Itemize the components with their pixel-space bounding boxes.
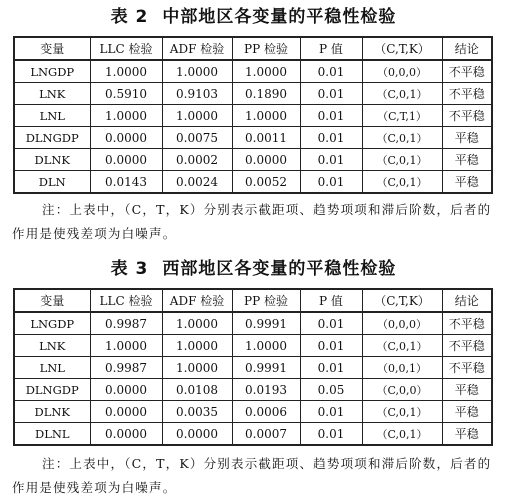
table-cell: 平稳 <box>442 379 492 401</box>
table3-caption-label: 表 3 <box>110 259 149 279</box>
table-cell: 不平稳 <box>442 105 492 127</box>
table-cell: DLNK <box>14 401 90 423</box>
table-cell: 1.0000 <box>90 60 162 83</box>
table2-header-variable: 变量 <box>14 37 90 60</box>
table-cell: 0.0000 <box>90 423 162 446</box>
table-cell: DLNGDP <box>14 127 90 149</box>
table-cell: 1.0000 <box>90 335 162 357</box>
table-cell: （C,0,0） <box>362 379 442 401</box>
table-cell: （C,T,1） <box>362 105 442 127</box>
table-cell: LNGDP <box>14 312 90 335</box>
table-cell: 1.0000 <box>162 60 232 83</box>
table3-header-llc: LLC 检验 <box>90 289 162 312</box>
table-cell: 0.0000 <box>232 149 300 171</box>
table-cell: 0.01 <box>300 105 362 127</box>
table-cell: （C,0,1） <box>362 423 442 446</box>
table-row <box>14 379 492 401</box>
table-cell: 不平稳 <box>442 83 492 105</box>
table3-header-adf: ADF 检验 <box>162 289 232 312</box>
table3-caption <box>0 258 507 280</box>
table-cell: 1.0000 <box>90 105 162 127</box>
table-cell: （C,0,1） <box>362 401 442 423</box>
table-cell: （C,0,1） <box>362 127 442 149</box>
table2-header-row <box>14 37 492 60</box>
table-cell: 0.01 <box>300 171 362 194</box>
table-cell: LNL <box>14 105 90 127</box>
table2-header-p-value: P 值 <box>300 37 362 60</box>
table-row <box>14 357 492 379</box>
table-cell: 0.1890 <box>232 83 300 105</box>
table-cell: （0,0,0） <box>362 60 442 83</box>
table-cell: （C,0,1） <box>362 149 442 171</box>
table-cell: 0.0006 <box>232 401 300 423</box>
table3-note: 注：上表中，（C，T，K）分别表示截距项、趋势项项和滞后阶数，后者的作用是使残差项为白噪声。 <box>12 456 492 495</box>
table-cell: DLNK <box>14 149 90 171</box>
table2-header-pp: PP 检验 <box>232 37 300 60</box>
table-cell: LNK <box>14 335 90 357</box>
table-cell: 1.0000 <box>162 105 232 127</box>
table-cell: 平稳 <box>442 171 492 194</box>
table-cell: （0,0,0） <box>362 312 442 335</box>
table-cell: 1.0000 <box>232 60 300 83</box>
table-row <box>14 423 492 446</box>
table-row <box>14 335 492 357</box>
table-row <box>14 401 492 423</box>
table3-header-conclusion: 结论 <box>442 289 492 312</box>
table3-header-variable: 变量 <box>14 289 90 312</box>
table-cell: 0.0000 <box>162 423 232 446</box>
table-cell: 0.01 <box>300 335 362 357</box>
table-cell: 平稳 <box>442 127 492 149</box>
table3-header-row <box>14 289 492 312</box>
table-row <box>14 127 492 149</box>
table-cell: 0.0108 <box>162 379 232 401</box>
table-row <box>14 312 492 335</box>
table-cell: 0.9103 <box>162 83 232 105</box>
table-cell: （C,0,1） <box>362 83 442 105</box>
table-cell: 0.01 <box>300 423 362 446</box>
table-cell: 0.01 <box>300 357 362 379</box>
table-cell: 0.0011 <box>232 127 300 149</box>
table2-caption <box>0 6 507 28</box>
table-cell: 0.9991 <box>232 312 300 335</box>
table-row <box>14 105 492 127</box>
table-cell: 平稳 <box>442 149 492 171</box>
table2-header-adf: ADF 检验 <box>162 37 232 60</box>
table-cell: 0.0000 <box>90 379 162 401</box>
table-row <box>14 171 492 194</box>
table-cell: （C,0,1） <box>362 335 442 357</box>
table-cell: 0.01 <box>300 60 362 83</box>
table-row <box>14 83 492 105</box>
table-cell: DLN <box>14 171 90 194</box>
table-cell: 0.5910 <box>90 83 162 105</box>
table-cell: 0.01 <box>300 83 362 105</box>
table-cell: 0.9987 <box>90 357 162 379</box>
table2 <box>13 36 493 194</box>
table-cell: 0.01 <box>300 401 362 423</box>
table-cell: LNGDP <box>14 60 90 83</box>
table-row <box>14 149 492 171</box>
table-cell: 0.9987 <box>90 312 162 335</box>
table3 <box>13 288 493 446</box>
table-cell: 1.0000 <box>162 335 232 357</box>
table-cell: LNK <box>14 83 90 105</box>
table-cell: 0.0024 <box>162 171 232 194</box>
table-cell: 不平稳 <box>442 312 492 335</box>
table-cell: LNL <box>14 357 90 379</box>
table-cell: （C,0,1） <box>362 171 442 194</box>
table-cell: 平稳 <box>442 423 492 446</box>
table-cell: （0,0,1） <box>362 357 442 379</box>
table2-caption-title: 中部地区各变量的平稳性检验 <box>162 7 397 27</box>
table-cell: 不平稳 <box>442 335 492 357</box>
table-cell: 不平稳 <box>442 60 492 83</box>
table-cell: 0.01 <box>300 312 362 335</box>
table-cell: 平稳 <box>442 401 492 423</box>
table3-header-pp: PP 检验 <box>232 289 300 312</box>
table2-note: 注：上表中，（C，T，K）分别表示截距项、趋势项项和滞后阶数，后者的作用是使残差项为白噪声。 <box>12 202 492 241</box>
table-cell: 0.0075 <box>162 127 232 149</box>
table-cell: 0.0052 <box>232 171 300 194</box>
table-cell: 0.0035 <box>162 401 232 423</box>
table3-header-ctk: （C,T,K） <box>362 289 442 312</box>
table2-header-ctk: （C,T,K） <box>362 37 442 60</box>
table-cell: 1.0000 <box>232 335 300 357</box>
table-cell: 0.01 <box>300 149 362 171</box>
table-cell: 0.0000 <box>90 149 162 171</box>
table-cell: DLNGDP <box>14 379 90 401</box>
table-cell: 0.01 <box>300 127 362 149</box>
table-cell: 0.9991 <box>232 357 300 379</box>
table-cell: 0.05 <box>300 379 362 401</box>
table-cell: 1.0000 <box>162 357 232 379</box>
table3-caption-title: 西部地区各变量的平稳性检验 <box>162 259 397 279</box>
table2-header-llc: LLC 检验 <box>90 37 162 60</box>
table-cell: 0.0002 <box>162 149 232 171</box>
table3-header-p-value: P 值 <box>300 289 362 312</box>
table2-header-conclusion: 结论 <box>442 37 492 60</box>
table-cell: 1.0000 <box>162 312 232 335</box>
table-row <box>14 60 492 83</box>
table-cell: DLNL <box>14 423 90 446</box>
table-cell: 0.0193 <box>232 379 300 401</box>
table-cell: 1.0000 <box>232 105 300 127</box>
table-cell: 0.0143 <box>90 171 162 194</box>
table-cell: 0.0000 <box>90 401 162 423</box>
table-cell: 不平稳 <box>442 357 492 379</box>
table-cell: 0.0007 <box>232 423 300 446</box>
table2-caption-label: 表 2 <box>110 7 149 27</box>
table-cell: 0.0000 <box>90 127 162 149</box>
